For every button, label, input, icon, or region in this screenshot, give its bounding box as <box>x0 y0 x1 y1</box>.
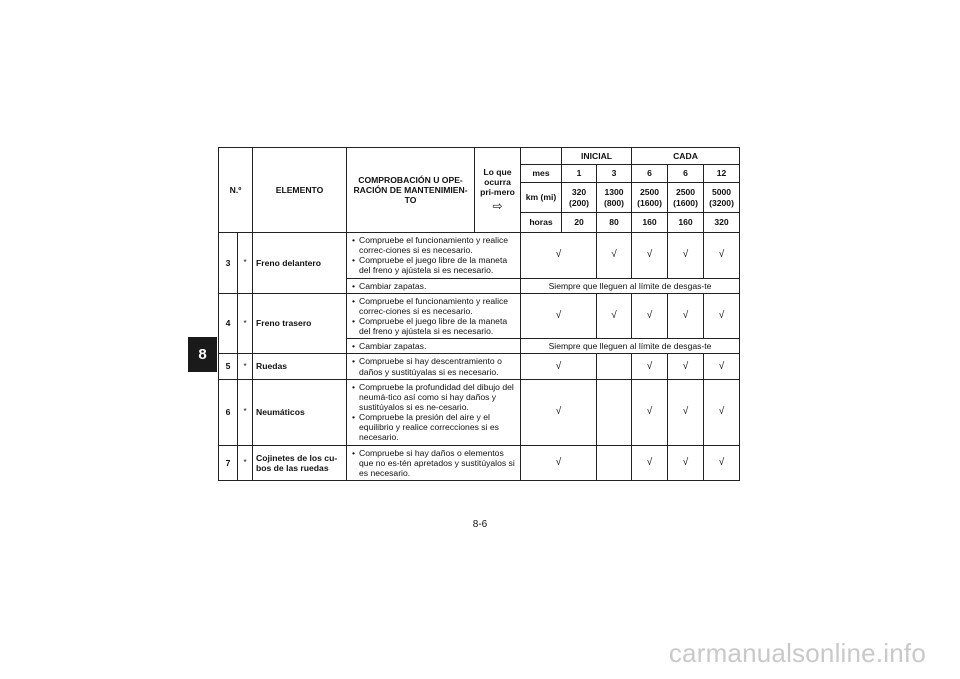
header-element: ELEMENTO <box>253 148 347 233</box>
header-horas-unit: horas <box>521 213 562 233</box>
row-element: Freno trasero <box>253 293 347 354</box>
check-list <box>350 448 517 478</box>
header-km-value: 1300 (800) <box>597 183 632 213</box>
check-mark: √ <box>521 379 597 445</box>
header-whichever <box>475 148 521 233</box>
row-number: 6 <box>219 379 238 445</box>
header-horas-value: 320 <box>704 213 740 233</box>
header-horas-value: 160 <box>632 213 668 233</box>
check-mark-empty <box>597 354 632 379</box>
header-km-value: 5000 (3200) <box>704 183 740 213</box>
check-mark: √ <box>521 293 597 339</box>
header-mes-value: 1 <box>562 165 597 183</box>
header-horas-value: 160 <box>668 213 704 233</box>
check-mark: √ <box>704 354 740 379</box>
table-row <box>219 233 740 279</box>
check-item: • Compruebe el funcionamiento y realice correc-ciones si es necesario. <box>350 235 517 255</box>
check-mark-empty <box>597 379 632 445</box>
row-element: Cojinetes de los cu-bos de las ruedas <box>253 445 347 480</box>
check-list <box>350 281 517 291</box>
check-mark: √ <box>668 233 704 279</box>
row-check <box>347 293 521 339</box>
chapter-tab: 8 <box>188 337 217 372</box>
check-list <box>350 235 517 276</box>
header-whichever-label: Lo que ocurra pri-mero <box>480 166 515 197</box>
check-mark: √ <box>668 379 704 445</box>
row-number: 7 <box>219 445 238 480</box>
table-header <box>219 148 740 233</box>
check-mark: √ <box>704 379 740 445</box>
check-item: • Compruebe el juego libre de la maneta del freno y ajústela si es necesario. <box>350 255 517 275</box>
header-mes-value: 12 <box>704 165 740 183</box>
check-mark: √ <box>704 233 740 279</box>
check-list <box>350 341 517 351</box>
check-mark: √ <box>704 293 740 339</box>
header-km-value: 2500 (1600) <box>632 183 668 213</box>
header-check: COMPROBACIÓN U OPE-RACIÓN DE MANTENIMIEN-TO <box>347 148 475 233</box>
header-horas-value: 20 <box>562 213 597 233</box>
check-mark: √ <box>597 293 632 339</box>
maintenance-table <box>218 147 740 481</box>
check-mark: √ <box>668 354 704 379</box>
table-row <box>219 293 740 339</box>
check-mark: √ <box>668 445 704 480</box>
row-element: Neumáticos <box>253 379 347 445</box>
dealer-asterisk: * <box>238 354 253 379</box>
check-item: • Compruebe el juego libre de la maneta del freno y ajústela si es necesario. <box>350 316 517 336</box>
check-item: • Compruebe la presión del aire y el equilibrio y realice correcciones si es necesario. <box>350 412 517 442</box>
header-km-value: 2500 (1600) <box>668 183 704 213</box>
header-mes-value: 6 <box>668 165 704 183</box>
check-item: • Compruebe la profundidad del dibujo del neumá-tico así como si hay daños y sustitúyalos si es ne-cesario. <box>350 382 517 412</box>
header-horas-value: 80 <box>597 213 632 233</box>
check-item: • Cambiar zapatas. <box>350 341 517 351</box>
dealer-asterisk: * <box>238 379 253 445</box>
header-inicial: INICIAL <box>562 148 632 165</box>
check-list <box>350 356 517 376</box>
check-mark-empty <box>597 445 632 480</box>
check-item: • Cambiar zapatas. <box>350 281 517 291</box>
check-list <box>350 296 517 337</box>
header-mes-value: 3 <box>597 165 632 183</box>
table-row <box>219 379 740 445</box>
table-row <box>219 445 740 480</box>
row-check <box>347 233 521 279</box>
check-mark: √ <box>521 233 597 279</box>
row-element: Freno delantero <box>253 233 347 294</box>
wear-limit-note: Siempre que lleguen al límite de desgas-te <box>521 339 740 354</box>
check-list <box>350 382 517 443</box>
check-mark: √ <box>632 233 668 279</box>
check-mark: √ <box>632 445 668 480</box>
check-mark: √ <box>632 293 668 339</box>
header-mes-unit: mes <box>521 165 562 183</box>
page-number: 8-6 <box>472 519 488 530</box>
header-km-unit: km (mi) <box>521 183 562 213</box>
header-mes-value: 6 <box>632 165 668 183</box>
check-mark: √ <box>668 293 704 339</box>
header-cada: CADA <box>632 148 740 165</box>
check-mark: √ <box>597 233 632 279</box>
dealer-asterisk: * <box>238 445 253 480</box>
row-number: 4 <box>219 293 238 354</box>
row-check <box>347 379 521 445</box>
row-check-secondary <box>347 278 521 293</box>
table-row <box>219 354 740 379</box>
check-mark: √ <box>632 379 668 445</box>
check-mark: √ <box>521 354 597 379</box>
row-check <box>347 445 521 480</box>
row-number: 3 <box>219 233 238 294</box>
dealer-asterisk: * <box>238 233 253 294</box>
table-body <box>219 233 740 481</box>
check-mark: √ <box>632 354 668 379</box>
row-check <box>347 354 521 379</box>
check-item: • Compruebe si hay daños o elementos que no es-tén apretados y sustitúyalos si es necesario. <box>350 448 517 478</box>
dealer-asterisk: * <box>238 293 253 354</box>
check-item: • Compruebe el funcionamiento y realice correc-ciones si es necesario. <box>350 296 517 316</box>
check-item: • Compruebe si hay descentramiento o daños y sustitúyalas si es necesario. <box>350 356 517 376</box>
row-element: Ruedas <box>253 354 347 379</box>
header-km-value: 320 (200) <box>562 183 597 213</box>
row-number: 5 <box>219 354 238 379</box>
wear-limit-note: Siempre que lleguen al límite de desgas-te <box>521 278 740 293</box>
watermark: carmanualsonline.info <box>668 638 926 668</box>
check-mark: √ <box>521 445 597 480</box>
arrow-right-icon: ⇨ <box>492 199 503 214</box>
check-mark: √ <box>704 445 740 480</box>
header-num: N.º <box>219 148 253 233</box>
row-check-secondary <box>347 339 521 354</box>
header-empty <box>521 148 562 165</box>
